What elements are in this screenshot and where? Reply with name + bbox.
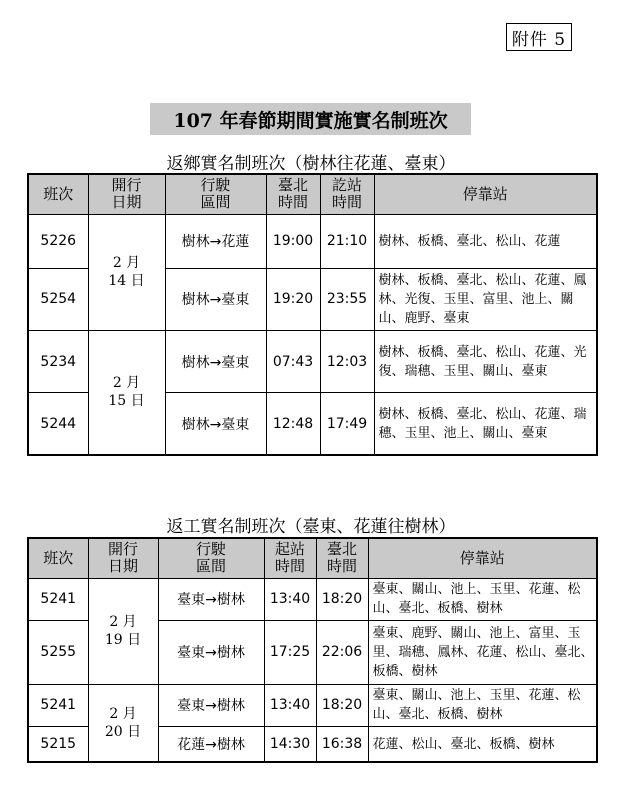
page-title: 107 年春節期間實施實名制班次 [150, 103, 471, 135]
time-2: 22:06 [316, 621, 368, 684]
header-time2: 訖站 時間 [320, 174, 374, 214]
stops-list: 樹林、板橋、臺北、松山、花蓮、鳳林、光復、玉里、富里、池上、關山、鹿野、臺東 [374, 268, 597, 330]
header-stops: 停靠站 [368, 538, 597, 578]
stops-list: 臺東、關山、池上、玉里、花蓮、松山、臺北、板橋、樹林 [368, 578, 597, 621]
run-date [88, 214, 165, 330]
date-month: 2 月 [112, 255, 141, 272]
attachment-label: 附件 5 [506, 23, 572, 51]
route-to: 樹林 [216, 592, 245, 609]
route-from: 臺東 [177, 592, 206, 609]
route-from: 樹林 [181, 234, 210, 251]
header-time1: 臺北 時間 [266, 174, 320, 214]
return-table [27, 537, 598, 763]
route-to: 樹林 [216, 698, 245, 715]
date-day: 20 日 [104, 723, 142, 740]
route-section [165, 268, 266, 330]
time-1: 07:43 [266, 330, 320, 392]
table-row [28, 330, 597, 392]
route-from: 樹林 [181, 292, 210, 309]
train-number: 5226 [28, 214, 88, 268]
header-stops: 停靠站 [374, 174, 597, 214]
route-section [158, 684, 264, 727]
stops-list: 花蓮、松山、臺北、板橋、樹林 [368, 727, 597, 762]
route-section [165, 393, 266, 455]
train-number: 5255 [28, 621, 88, 684]
route-section [158, 578, 264, 621]
route-to: 臺東 [221, 292, 250, 309]
header-time1: 起站 時間 [264, 538, 316, 578]
route-to: 臺東 [221, 354, 250, 371]
time-2: 21:10 [320, 214, 374, 268]
route-to: 樹林 [216, 737, 245, 754]
time-1: 13:40 [264, 684, 316, 727]
arrow-right-icon: → [205, 737, 217, 754]
run-date [88, 684, 158, 762]
route-to: 樹林 [216, 645, 245, 662]
route-section [165, 330, 266, 392]
train-number: 5254 [28, 268, 88, 330]
header-time2: 臺北 時間 [316, 538, 368, 578]
route-to: 花蓮 [221, 234, 250, 251]
time-2: 12:03 [320, 330, 374, 392]
time-2: 16:38 [316, 727, 368, 762]
date-month: 2 月 [112, 375, 141, 392]
route-section [158, 727, 264, 762]
time-2: 18:20 [316, 684, 368, 727]
date-day: 19 日 [104, 632, 142, 648]
date-month: 2 月 [109, 614, 137, 630]
time-1: 19:20 [266, 268, 320, 330]
time-2: 23:55 [320, 268, 374, 330]
time-2: 17:49 [320, 393, 374, 455]
date-month: 2 月 [109, 705, 137, 722]
table-row [28, 684, 597, 727]
train-number: 5234 [28, 330, 88, 392]
table1-caption: 返鄉實名制班次（樹林往花蓮、臺東） [166, 154, 456, 174]
time-1: 14:30 [264, 727, 316, 762]
train-number: 5215 [28, 727, 88, 762]
arrow-right-icon: → [205, 592, 217, 609]
run-date [88, 330, 165, 455]
arrow-right-icon: → [209, 354, 222, 371]
time-1: 12:48 [266, 393, 320, 455]
stops-list: 臺東、關山、池上、玉里、花蓮、松山、臺北、板橋、樹林 [368, 684, 597, 727]
header-train: 班次 [28, 538, 88, 578]
stops-list: 臺東、鹿野、關山、池上、富里、玉里、瑞穗、鳳林、花蓮、松山、臺北、板橋、樹林 [368, 621, 597, 684]
arrow-right-icon: → [209, 416, 222, 433]
stops-list: 樹林、板橋、臺北、松山、花蓮 [374, 214, 597, 268]
route-from: 樹林 [181, 354, 210, 371]
table2-caption: 返工實名制班次（臺東、花蓮往樹林） [166, 517, 456, 537]
time-1: 19:00 [266, 214, 320, 268]
time-1: 13:40 [264, 578, 316, 621]
arrow-right-icon: → [205, 645, 217, 662]
header-date: 開行 日期 [88, 174, 165, 214]
arrow-right-icon: → [205, 698, 217, 715]
run-date [88, 578, 158, 684]
date-day: 14 日 [108, 273, 145, 290]
table-row [28, 578, 597, 621]
time-1: 17:25 [264, 621, 316, 684]
train-number: 5241 [28, 578, 88, 621]
arrow-right-icon: → [209, 234, 222, 251]
train-number: 5244 [28, 393, 88, 455]
arrow-right-icon: → [209, 292, 222, 309]
header-section: 行駛 區間 [165, 174, 266, 214]
route-from: 花蓮 [177, 737, 206, 754]
table-row [28, 214, 597, 268]
route-section [158, 621, 264, 684]
route-from: 臺東 [177, 645, 206, 662]
route-from: 臺東 [177, 698, 206, 715]
time-2: 18:20 [316, 578, 368, 621]
route-section [165, 214, 266, 268]
stops-list: 樹林、板橋、臺北、松山、花蓮、光復、瑞穗、玉里、關山、臺東 [374, 330, 597, 392]
route-to: 臺東 [221, 416, 250, 433]
date-day: 15 日 [108, 393, 145, 410]
header-train: 班次 [28, 174, 88, 214]
homebound-table [27, 173, 598, 456]
stops-list: 樹林、板橋、臺北、松山、花蓮、瑞穗、玉里、池上、關山、臺東 [374, 393, 597, 455]
route-from: 樹林 [181, 416, 210, 433]
header-date: 開行 日期 [88, 538, 158, 578]
header-section: 行駛 區間 [158, 538, 264, 578]
train-number: 5241 [28, 684, 88, 727]
